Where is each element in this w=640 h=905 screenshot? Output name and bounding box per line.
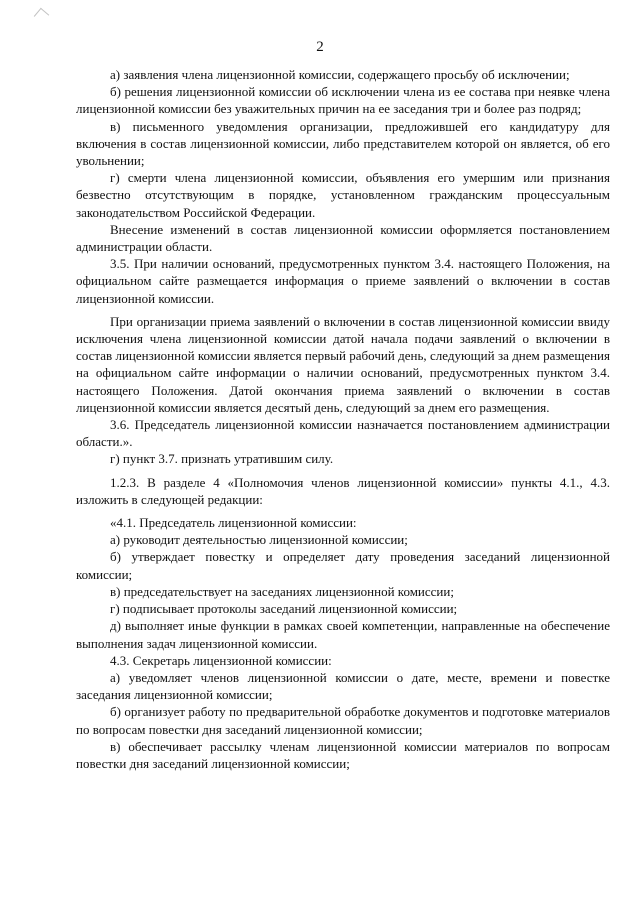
paragraph-1-2-3: 1.2.3. В разделе 4 «Полномочия членов лицензионной комиссии» пункты 4.1., 4.3. изложить в следующей редакции: xyxy=(76,474,610,507)
paragraph-4-3-heading: 4.3. Секретарь лицензионной комиссии: xyxy=(110,652,332,668)
paragraph-4-1-a: а) руководит деятельностью лицензионной комиссии; xyxy=(110,532,408,548)
paragraph-3-7-repeal: г) пункт 3.7. признать утратившим силу. xyxy=(110,451,334,467)
paragraph-3-6: 3.6. Председатель лицензионной комиссии назначается постановлением администрации области.». xyxy=(76,417,610,450)
paragraph-3-5: 3.5. При наличии оснований, предусмотренных пунктом 3.4. настоящего Положения, на официальном сайте размещается информация о приеме заявлений о включении в состав лицензионной комиссии. xyxy=(76,256,610,306)
paragraph-item-g-death: г) смерти члена лицензионной комиссии, объявления его умершим или признания безвестно отсутствующим в порядке, установленном гражданским процессуальным законодательством Российской Федерации. xyxy=(76,170,610,220)
paragraph-4-1-d: д) выполняет иные функции в рамках своей компетенции, направленные на обеспечение выполнения задач лицензионной комиссии. xyxy=(76,618,610,651)
page-number: 2 xyxy=(316,39,324,55)
paragraph-item-a-application: а) заявления члена лицензионной комиссии, содержащего просьбу об исключении; xyxy=(110,67,570,82)
document-body xyxy=(76,66,610,772)
paragraph-4-3-b: б) организует работу по предварительной обработке документов и подготовке материалов по вопросам повестки дня заседаний лицензионной комиссии; xyxy=(76,704,610,737)
paragraph-4-3-a: а) уведомляет членов лицензионной комиссии о дате, месте, времени и повестке заседания лицензионной комиссии; xyxy=(76,669,610,703)
paragraph-item-v-notice: в) письменного уведомления организации, предложившей его кандидатуру для включения в состав лицензионной комиссии, либо представителем которой он является, об его увольнении; xyxy=(76,118,610,169)
scan-corner-mark xyxy=(34,8,49,23)
paragraph-4-1-heading: «4.1. Председатель лицензионной комиссии: xyxy=(110,515,357,531)
paragraph-application-procedure: При организации приема заявлений о включении в состав лицензионной комиссии ввиду исключения члена лицензионной комиссии датой начала подачи заявлений о включении в состав лицензионной комиссии является первый рабочий день, следующий за днем размещения на официальном сайте информации о наличии оснований, предусмотренных пунктом 3.4. настоящего Положения. Датой окончания приема заявлений о включении в состав лицензионной комиссии является десятый день, следующий за днем его размещения. xyxy=(76,313,610,415)
paragraph-4-1-b: б) утверждает повестку и определяет дату проведения заседаний лицензионной комиссии; xyxy=(76,549,610,582)
paragraph-4-1-v: в) председательствует на заседаниях лицензионной комиссии; xyxy=(110,583,454,599)
paragraph-4-1-g: г) подписывает протоколы заседаний лицензионной комиссии; xyxy=(110,601,458,617)
paragraph-amendments: Внесение изменений в состав лицензионной комиссии оформляется постановлением администрации области. xyxy=(76,221,610,255)
paragraph-4-3-v: в) обеспечивает рассылку членам лицензионной комиссии материалов по вопросам повестки дня заседаний лицензионной комиссии; xyxy=(76,738,610,771)
paragraph-item-b-decision: б) решения лицензионной комиссии об исключении члена из ее состава при неявке члена лицензионной комиссии без уважительных причин на ее заседания три и более раз подряд; xyxy=(76,84,610,117)
